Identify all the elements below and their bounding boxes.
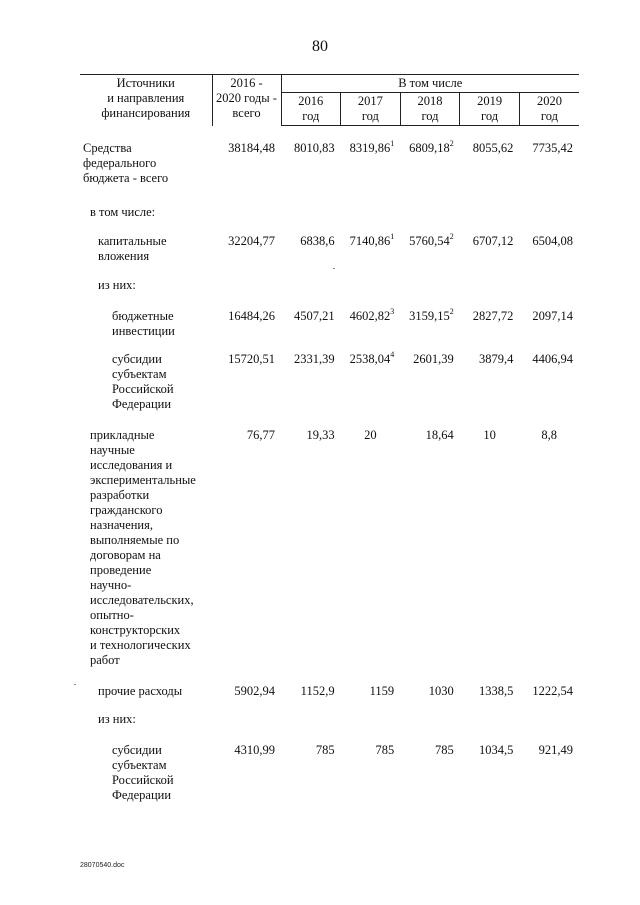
cell-year-2: 5760,54$^2$: [409, 231, 454, 248]
row-spacer: [80, 339, 579, 352]
document-filename: 28070540.doc: [80, 862, 125, 869]
cell-year-2: 6809,18$^2$: [409, 138, 454, 155]
header-total: 2016 - 2020 годы - всего: [212, 75, 281, 126]
cell-year-2: 3159,15$^2$: [409, 306, 454, 323]
row-label: в том числе:: [90, 205, 156, 219]
scan-speck: [74, 684, 76, 685]
cell-year-3: 10: [483, 428, 496, 442]
cell-year-3: 2827,72: [472, 309, 514, 323]
footnote-marker: 4: [390, 349, 395, 359]
row-spacer: [80, 727, 579, 743]
cell-total: 32204,77: [228, 234, 275, 248]
row-label: капитальные вложения: [98, 234, 167, 263]
cell-year-0: 19,33: [306, 428, 335, 442]
header-year-0: 2016 год: [281, 93, 341, 126]
row-label: бюджетные инвестиции: [112, 309, 175, 338]
cell-year-1: 7140,86$^1$: [349, 231, 395, 248]
footnote-marker: 2: [449, 306, 454, 316]
table-row: [80, 684, 579, 699]
header-year-2: 2018 год: [400, 93, 460, 126]
header-year-1: 2017 год: [341, 93, 401, 126]
cell-year-3: 1338,5: [479, 684, 514, 698]
row-spacer: [80, 220, 579, 234]
page-number: 80: [312, 38, 328, 55]
row-spacer: [80, 126, 579, 142]
row-spacer: [80, 412, 579, 428]
footnote-marker: 2: [449, 231, 454, 241]
table-row: [80, 234, 579, 264]
row-label: из них:: [98, 278, 136, 292]
financing-table: [80, 74, 579, 803]
cell-year-0: 6838,6: [300, 234, 335, 248]
cell-year-1: 20: [364, 428, 377, 442]
footnote-marker: 3: [390, 306, 395, 316]
footnote-marker: 1: [390, 138, 395, 148]
cell-year-2: 785: [435, 743, 454, 757]
row-label: из них:: [98, 712, 136, 726]
cell-year-1: 785: [375, 743, 395, 757]
cell-year-2: 18,64: [425, 428, 454, 442]
cell-year-3: 1034,5: [479, 743, 514, 757]
cell-year-4: 7735,42: [532, 141, 573, 155]
cell-total: 16484,26: [228, 309, 275, 323]
cell-total: 15720,51: [228, 352, 275, 366]
cell-year-1: 2538,04$^4$: [349, 349, 395, 366]
row-label: прикладные научные исследования и экспериментальные разработки гражданского назначения, выполняемые по договорам на проведение научно- исследовательских, опытно- конструкторских и технологических работ: [90, 428, 196, 667]
table-row: [80, 743, 579, 803]
cell-year-4: 8,8: [541, 428, 557, 442]
row-label: Средства федерального бюджета - всего: [83, 141, 169, 185]
table-row: [80, 352, 579, 412]
table-row: [80, 428, 579, 668]
cell-year-3: 6707,12: [472, 234, 514, 248]
table-row: [80, 309, 579, 339]
row-spacer: [80, 186, 579, 205]
cell-total: 5902,94: [234, 684, 275, 698]
cell-year-0: 1152,9: [300, 684, 335, 698]
cell-year-0: 785: [315, 743, 335, 757]
cell-year-4: 6504,08: [532, 234, 573, 248]
cell-year-0: 2331,39: [293, 352, 335, 366]
table-row: [80, 141, 579, 186]
table-row: [80, 278, 579, 293]
footnote-marker: 2: [449, 138, 454, 148]
table-row: [80, 205, 579, 220]
header-year-4: 2020 год: [519, 93, 579, 126]
cell-year-0: 8010,83: [293, 141, 335, 155]
row-spacer: [80, 264, 579, 278]
cell-year-3: 3879,4: [479, 352, 514, 366]
table-row: [80, 712, 579, 727]
scan-speck: [333, 268, 335, 269]
cell-year-4: 4406,94: [532, 352, 573, 366]
cell-year-4: 2097,14: [532, 309, 573, 323]
row-spacer: [80, 293, 579, 309]
row-spacer: [80, 699, 579, 712]
row-label: субсидии субъектам Российской Федерации: [112, 743, 174, 802]
header-source: Источники и направления финансирования: [80, 75, 212, 126]
cell-year-1: 4602,82$^3$: [349, 306, 395, 323]
cell-year-2: 2601,39: [413, 352, 454, 366]
cell-year-1: 8319,86$^1$: [349, 138, 395, 155]
cell-year-0: 4507,21: [293, 309, 335, 323]
cell-year-1: 1159: [369, 684, 395, 698]
footnote-marker: 1: [390, 231, 395, 241]
header-year-3: 2019 год: [460, 93, 520, 126]
cell-year-4: 1222,54: [532, 684, 573, 698]
cell-year-3: 8055,62: [472, 141, 514, 155]
row-spacer: [80, 668, 579, 684]
cell-total: 76,77: [246, 428, 275, 442]
cell-year-2: 1030: [428, 684, 454, 698]
row-label: субсидии субъектам Российской Федерации: [112, 352, 174, 411]
cell-year-4: 921,49: [538, 743, 573, 757]
row-label: прочие расходы: [98, 684, 183, 698]
cell-total: 4310,99: [234, 743, 275, 757]
cell-total: 38184,48: [228, 141, 275, 155]
header-including: В том числе: [281, 75, 579, 93]
